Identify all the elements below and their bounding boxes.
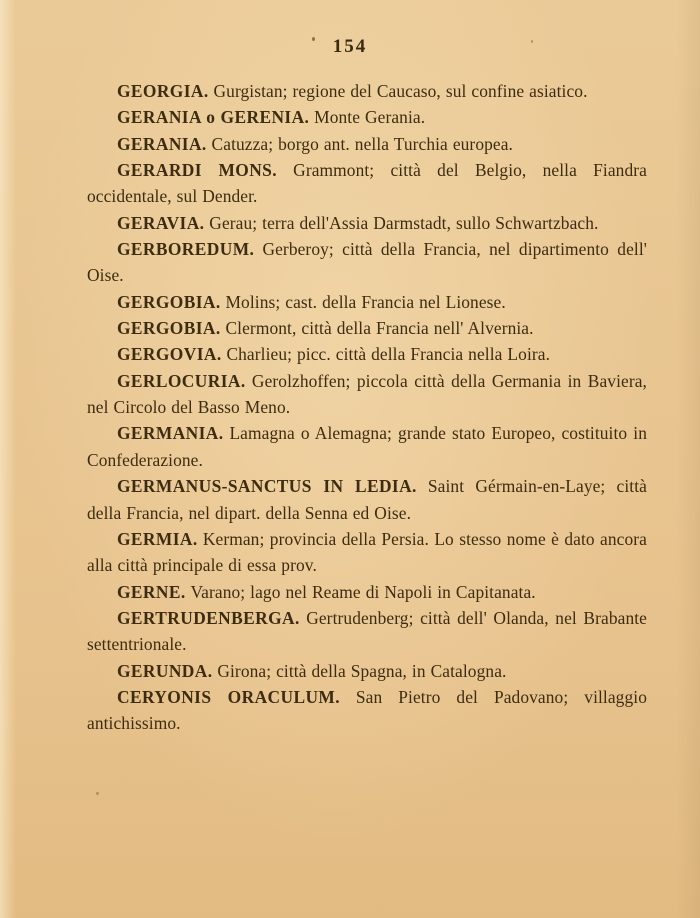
entry-body: Catuzza; borgo ant. nella Turchia europea. (211, 133, 513, 154)
entry-body: Gerberoy; città della Francia, nel dipartimento dell' Oise. (87, 239, 647, 286)
entry-body: Monte Gerania. (314, 107, 426, 128)
entry-body: Grammont; città del Belgio, nella Fiandra occidentale, sul Dender. (87, 160, 647, 207)
entry (87, 104, 647, 130)
entry-body: Molins; cast. della Francia nel Lionese. (225, 291, 506, 312)
entry-headword: GERAVIA. (117, 212, 205, 233)
entry-headword: GEORGIA. (117, 81, 209, 101)
entry-body: Varano; lago nel Reame di Napoli in Capitanata. (190, 581, 536, 602)
entry-body: Lamagna o Alemagna; grande stato Europeo, costituito in Confederazione. (87, 423, 647, 470)
scan-speck (531, 40, 533, 43)
entry (87, 131, 647, 157)
entry (87, 210, 647, 236)
entry-headword: GERARDI MONS. (117, 160, 277, 181)
entry-headword: GERGOVIA. (117, 344, 222, 365)
text-block (87, 78, 647, 737)
entry-headword: GERUNDA. (117, 660, 213, 681)
entry (87, 684, 647, 737)
entry-headword: GERMANIA. (117, 423, 224, 444)
entry-headword: GERNE. (117, 581, 186, 602)
entry (87, 315, 647, 341)
entry-body: Charlieu; picc. città della Francia nella Loira. (226, 344, 551, 365)
entry (87, 368, 647, 421)
entry (87, 526, 647, 579)
entry-headword: GERANIA o GERENIA. (117, 107, 310, 128)
entry-body: Gerolzhoffen; piccola città della Germania in Baviera, nel Circolo del Basso Meno. (87, 370, 647, 418)
entry-body: Gerau; terra dell'Assia Darmstadt, sullo Schwartzbach. (209, 212, 599, 233)
entry (87, 157, 647, 210)
entry (87, 341, 647, 367)
entry-headword: GERGOBIA. (117, 318, 221, 339)
entry-headword: GERLOCURIA. (117, 370, 246, 391)
entry-body: Clermont, città della Francia nell' Alvernia. (225, 318, 534, 339)
page-number: 154 (332, 36, 368, 57)
entry (87, 473, 647, 526)
entry-headword: CERYONIS ORACULUM. (117, 686, 340, 707)
entry-headword: GERMANUS-SANCTUS IN LEDIA. (117, 476, 417, 497)
entry (87, 579, 647, 605)
entry-body: San Pietro del Padovano; villaggio antichissimo. (87, 686, 647, 734)
entry-body: Girona; città della Spagna, in Catalogna. (217, 660, 507, 681)
entry-body: Saint Gérmain-en-Laye; città della Francia, nel dipart. della Senna ed Oise. (87, 476, 647, 523)
entry (87, 658, 647, 684)
entry (87, 236, 647, 289)
entry-headword: GERMIA. (117, 528, 198, 549)
entry (87, 78, 647, 104)
scan-speck (312, 37, 315, 41)
entry-headword: GERTRUDENBERGA. (117, 607, 300, 628)
entry-headword: GERGOBIA. (117, 291, 221, 312)
entry-body: Gertrudenberg; città dell' Olanda, nel Brabante settentrionale. (87, 607, 647, 655)
entry (87, 289, 647, 315)
entry-headword: GERANIA. (117, 133, 207, 154)
entry (87, 605, 647, 658)
entry (87, 420, 647, 473)
entry-body: Gurgistan; regione del Caucaso, sul confine asiatico. (213, 81, 588, 101)
entry-headword: GERBOREDUM. (117, 239, 255, 260)
entry-body: Kerman; provincia della Persia. Lo stesso nome è dato ancora alla città principale di essa prov. (87, 528, 647, 576)
scan-speck (96, 792, 99, 795)
